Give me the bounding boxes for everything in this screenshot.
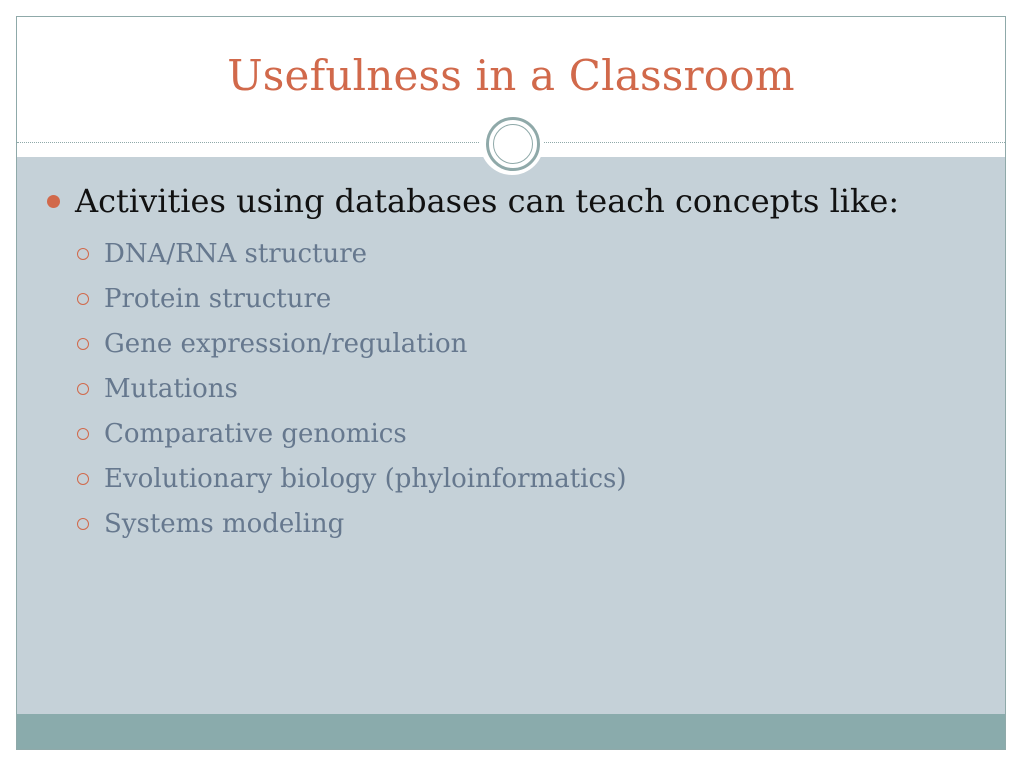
main-bullet-text: Activities using databases can teach concepts like: bbox=[75, 182, 900, 220]
footer-band bbox=[17, 714, 1005, 749]
list-item bbox=[77, 411, 627, 456]
sub-bullet-text: Evolutionary biology (phyloinformatics) bbox=[104, 463, 627, 494]
list-item bbox=[77, 321, 627, 366]
sub-bullet-text: Systems modeling bbox=[104, 508, 345, 539]
sub-bullet-text: Protein structure bbox=[104, 283, 332, 314]
main-bullet bbox=[47, 182, 899, 220]
sub-bullet-text: Mutations bbox=[104, 373, 238, 404]
emblem-inner-ring bbox=[493, 124, 533, 164]
hollow-circle-bullet-icon bbox=[77, 338, 89, 350]
hollow-circle-bullet-icon bbox=[77, 473, 89, 485]
list-item bbox=[77, 456, 627, 501]
list-item bbox=[77, 276, 627, 321]
concentric-circle-icon bbox=[480, 111, 544, 175]
hollow-circle-bullet-icon bbox=[77, 383, 89, 395]
hollow-circle-bullet-icon bbox=[77, 428, 89, 440]
sub-bullet-text: Gene expression/regulation bbox=[104, 328, 468, 359]
list-item bbox=[77, 366, 627, 411]
sub-bullet-text: DNA/RNA structure bbox=[104, 238, 368, 269]
slide-title: Usefulness in a Classroom bbox=[227, 51, 795, 100]
sub-bullet-list bbox=[77, 231, 627, 546]
filled-circle-bullet-icon bbox=[47, 195, 60, 208]
sub-bullet-text: Comparative genomics bbox=[104, 418, 407, 449]
content-area bbox=[17, 157, 1005, 716]
list-item bbox=[77, 501, 627, 546]
hollow-circle-bullet-icon bbox=[77, 248, 89, 260]
presentation-slide bbox=[16, 16, 1006, 750]
hollow-circle-bullet-icon bbox=[77, 293, 89, 305]
emblem-ring bbox=[486, 117, 540, 171]
hollow-circle-bullet-icon bbox=[77, 518, 89, 530]
list-item bbox=[77, 231, 627, 276]
